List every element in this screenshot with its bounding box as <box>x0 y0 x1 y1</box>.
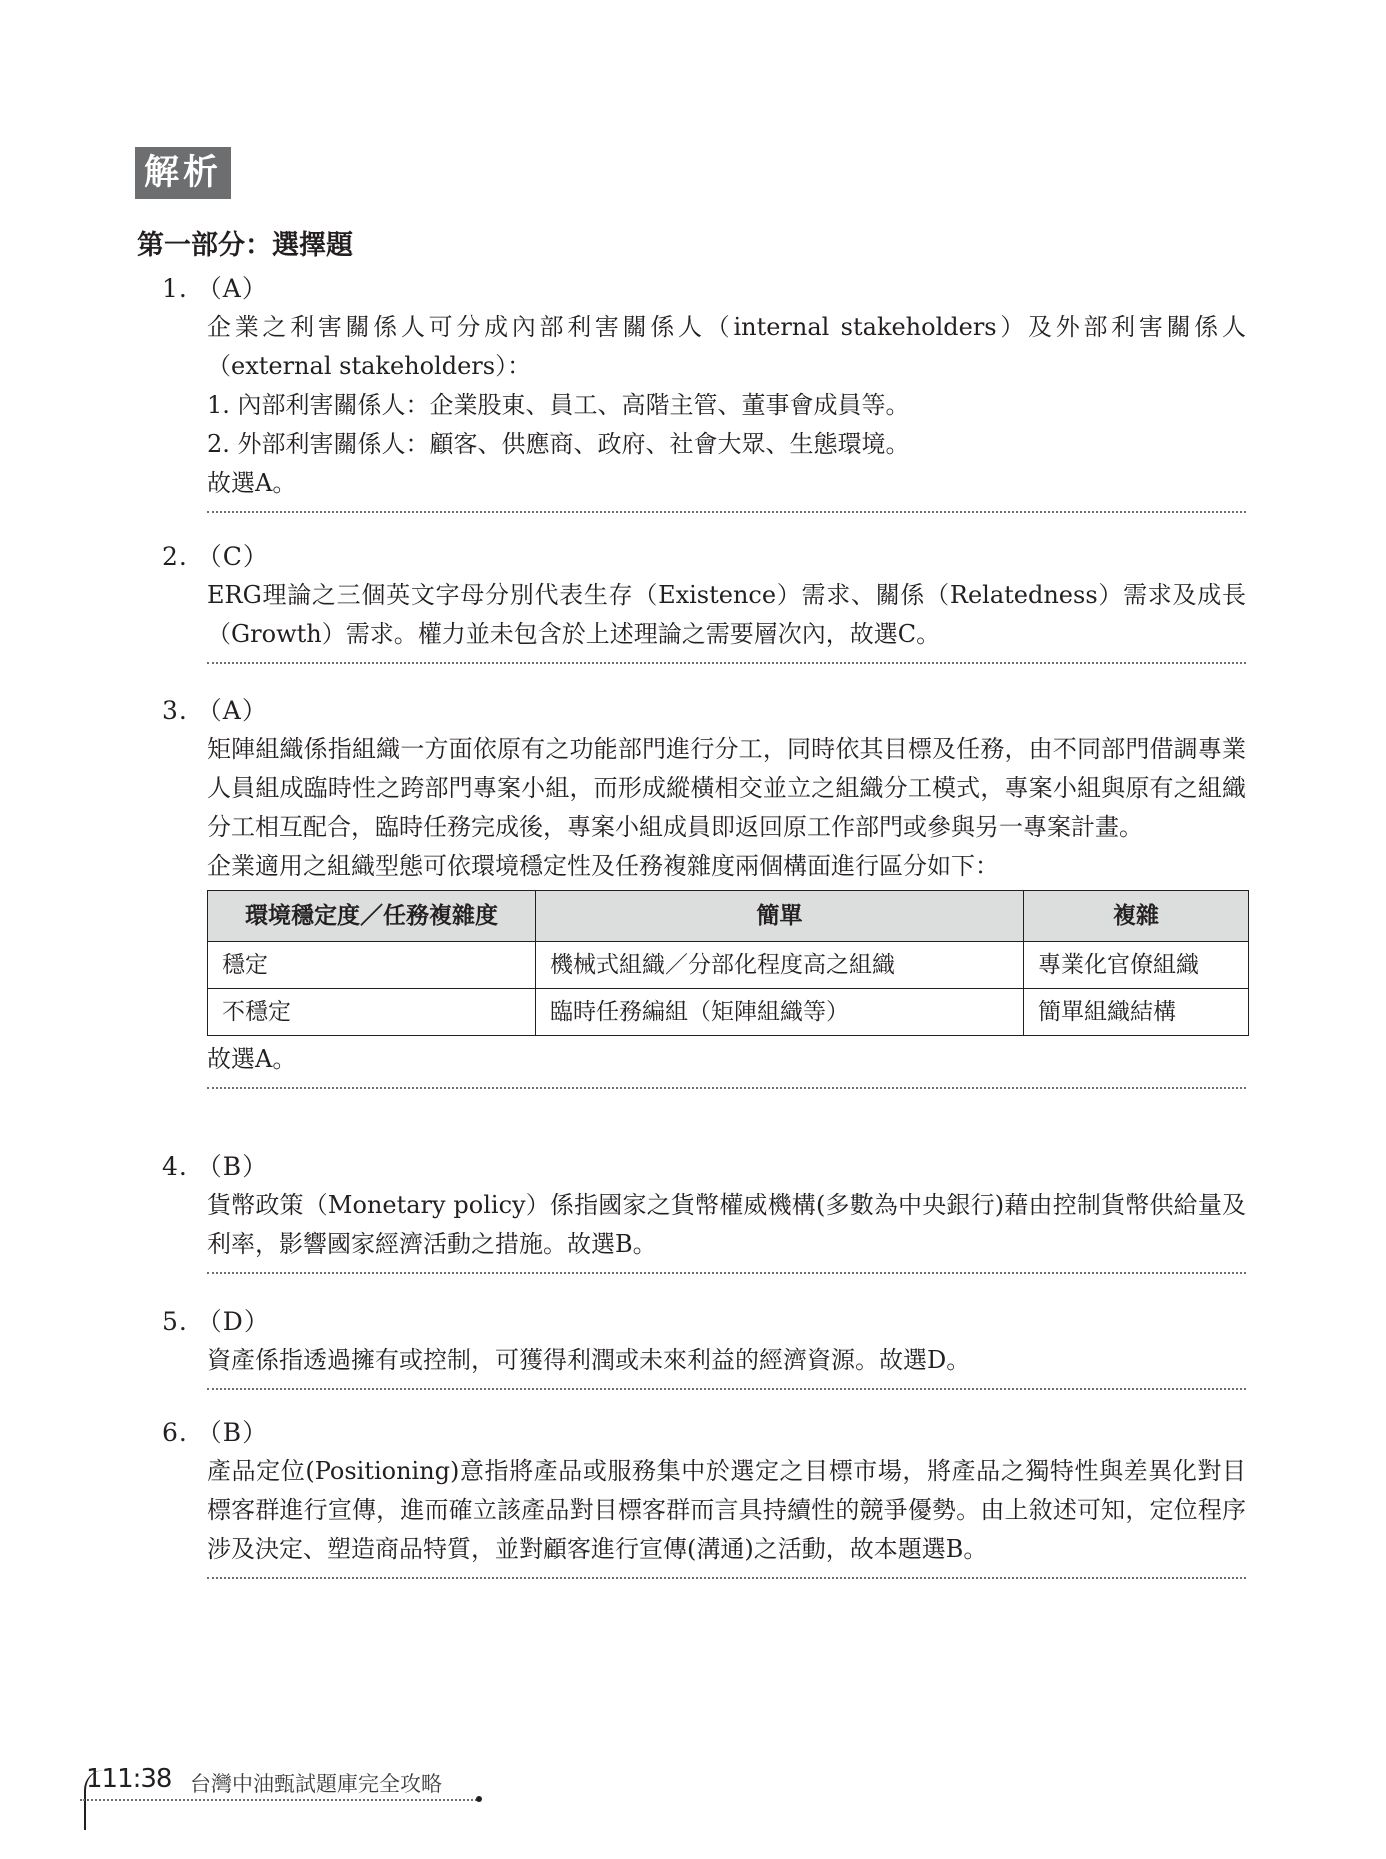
explanation-text: 產品定位(Positioning)意指將產品或服務集中於選定之目標市場，將產品之獨特性與差異化對目標客群進行宣傳，進而確立該產品對目標客群而言具持續性的競爭優勢。由上敘述可知，定位程序涉及決定、塑造商品特質，並對顧客進行宣傳(溝通)之活動，故本題選B。 <box>207 1457 1246 1563</box>
question-5-answer: 5. （D） <box>162 1307 270 1336</box>
dotted-divider <box>207 662 1246 664</box>
table-row <box>208 989 1249 1036</box>
table-cell: 專業化官僚組織 <box>1024 942 1249 989</box>
section-title: 第一部分：選擇題 <box>137 230 353 261</box>
question-6-explanation <box>207 1452 1246 1569</box>
question-3-answer: 3. （A） <box>162 696 268 725</box>
explanation-item: 1. 內部利害關係人：企業股東、員工、高階主管、董事會成員等。 <box>207 391 910 419</box>
dotted-divider <box>207 1272 1246 1274</box>
question-1-answer: 1. （A） <box>162 274 268 303</box>
explanation-text: 資產係指透過擁有或控制，可獲得利潤或未來利益的經濟資源。故選D。 <box>207 1346 971 1374</box>
question-4 <box>162 1148 1246 1274</box>
explanation-text: ERG理論之三個英文字母分別代表生存（Existence）需求、關係（Relatedness）需求及成長（Growth）需求。權力並未包含於上述理論之需要層次內，故選C。 <box>207 581 1246 648</box>
question-3 <box>162 692 1246 1089</box>
footer-dotted-line <box>80 1799 480 1801</box>
page-number: 111:38 <box>86 1764 172 1794</box>
organization-type-table <box>207 890 1249 1036</box>
explanation-text: 矩陣組織係指組織一方面依原有之功能部門進行分工，同時依其目標及任務，由不同部門借調專業人員組成臨時性之跨部門專案小組，而形成縱橫相交並立之組織分工模式，專案小組與原有之組織分工相互配合，臨時任務完成後，專案小組成員即返回原工作部門或參與另一專案計畫。 <box>207 735 1246 841</box>
dotted-divider <box>207 1388 1246 1390</box>
dotted-divider <box>207 511 1246 513</box>
question-6 <box>162 1414 1246 1579</box>
question-4-answer: 4. （B） <box>162 1152 269 1181</box>
dotted-divider <box>207 1577 1246 1579</box>
table-row <box>208 942 1249 989</box>
question-5-explanation <box>207 1341 1246 1380</box>
table-cell: 穩定 <box>208 942 536 989</box>
question-2-answer: 2. （C） <box>162 542 269 571</box>
explanation-text: 貨幣政策（Monetary policy）係指國家之貨幣權威機構(多數為中央銀行)藉由控制貨幣供給量及利率，影響國家經濟活動之措施。故選B。 <box>207 1191 1246 1258</box>
table-header-row <box>208 891 1249 942</box>
question-1-explanation <box>207 308 1246 503</box>
book-title: 台灣中油甄試題庫完全攻略 <box>190 1772 442 1796</box>
question-2-explanation <box>207 576 1246 654</box>
table-header-cell: 複雜 <box>1024 891 1249 942</box>
question-6-answer: 6. （B） <box>162 1418 269 1447</box>
explanation-text: 企業適用之組織型態可依環境穩定性及任務複雜度兩個構面進行區分如下： <box>207 852 999 880</box>
question-4-explanation <box>207 1186 1246 1264</box>
table-cell: 不穩定 <box>208 989 536 1036</box>
conclusion-text: 故選A。 <box>207 1045 297 1073</box>
conclusion-text: 故選A。 <box>207 469 297 497</box>
question-5 <box>162 1303 1246 1390</box>
question-2 <box>162 538 1246 664</box>
footer-dot <box>476 1796 482 1802</box>
table-cell: 簡單組織結構 <box>1024 989 1249 1036</box>
explanation-text: 企業之利害關係人可分成內部利害關係人（internal stakeholders）及外部利害關係人（external stakeholders）： <box>207 313 1246 380</box>
section-header-badge: 解析 <box>135 147 231 199</box>
explanation-item: 2. 外部利害關係人：顧客、供應商、政府、社會大眾、生態環境。 <box>207 430 910 458</box>
question-1 <box>162 270 1246 513</box>
table-cell: 臨時任務編組（矩陣組織等） <box>536 989 1024 1036</box>
table-header-cell: 環境穩定度／任務複雜度 <box>208 891 536 942</box>
dotted-divider <box>207 1087 1246 1089</box>
table-header-cell: 簡單 <box>536 891 1024 942</box>
table-cell: 機械式組織／分部化程度高之組織 <box>536 942 1024 989</box>
question-3-explanation <box>207 730 1246 1079</box>
